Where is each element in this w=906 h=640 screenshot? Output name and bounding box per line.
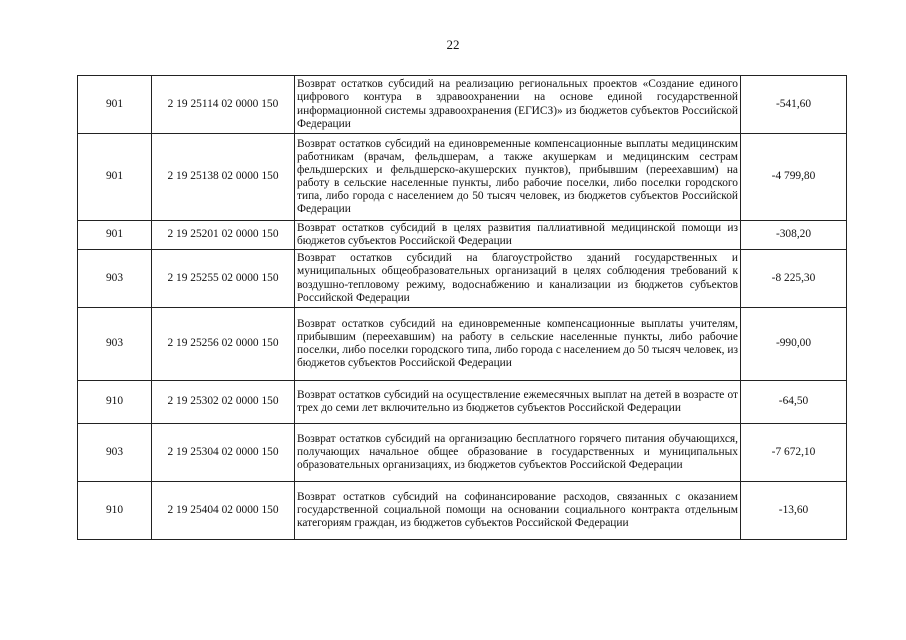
amount-cell: -8 225,30 (741, 250, 847, 308)
description-cell: Возврат остатков субсидий на организацию бесплатного горячего питания обучающихся, получающих начальное общее образование в государственных и муниципальных образовательных организациях, из бюджетов субъектов Российской Федерации (295, 424, 741, 482)
table-row (78, 134, 847, 221)
admin-code-cell: 901 (78, 76, 152, 134)
admin-code-cell: 910 (78, 381, 152, 424)
description-cell: Возврат остатков субсидий в целях развития паллиативной медицинской помощи из бюджетов субъектов Российской Федерации (295, 221, 741, 250)
budget-code-cell: 2 19 25114 02 0000 150 (152, 76, 295, 134)
budget-code-cell: 2 19 25256 02 0000 150 (152, 308, 295, 381)
budget-code-cell: 2 19 25302 02 0000 150 (152, 381, 295, 424)
amount-cell: -308,20 (741, 221, 847, 250)
amount-cell: -990,00 (741, 308, 847, 381)
table-row (78, 76, 847, 134)
table-row (78, 381, 847, 424)
amount-cell: -541,60 (741, 76, 847, 134)
admin-code-cell: 910 (78, 482, 152, 540)
budget-code-cell: 2 19 25404 02 0000 150 (152, 482, 295, 540)
budget-table (77, 75, 847, 540)
admin-code-cell: 903 (78, 250, 152, 308)
amount-cell: -4 799,80 (741, 134, 847, 221)
description-cell: Возврат остатков субсидий на софинансирование расходов, связанных с оказанием государственной социальной помощи на основании социального контракта отдельным категориям граждан, из бюджетов субъектов Российской Федерации (295, 482, 741, 540)
page-number: 22 (446, 37, 460, 52)
budget-code-cell: 2 19 25138 02 0000 150 (152, 134, 295, 221)
table-row (78, 250, 847, 308)
description-cell: Возврат остатков субсидий на единовременные компенсационные выплаты учителям, прибывшим (переехавшим) на работу в сельские населенные пункты, либо рабочие поселки, либо поселки городского типа, либо города с населением до 50 тысяч человек, из бюджетов субъектов Российской Федерации (295, 308, 741, 381)
budget-code-cell: 2 19 25201 02 0000 150 (152, 221, 295, 250)
budget-table-body (78, 76, 847, 540)
budget-code-cell: 2 19 25255 02 0000 150 (152, 250, 295, 308)
table-row (78, 424, 847, 482)
description-cell: Возврат остатков субсидий на реализацию региональных проектов «Создание единого цифрового контура в здравоохранении на основе единой государственной информационной системы здравоохранения (ЕГИСЗ)» из бюджетов субъектов Российской Федерации (295, 76, 741, 134)
amount-cell: -64,50 (741, 381, 847, 424)
amount-cell: -7 672,10 (741, 424, 847, 482)
admin-code-cell: 901 (78, 134, 152, 221)
table-row (78, 482, 847, 540)
description-cell: Возврат остатков субсидий на осуществление ежемесячных выплат на детей в возрасте от трех до семи лет включительно из бюджетов субъектов Российской Федерации (295, 381, 741, 424)
amount-cell: -13,60 (741, 482, 847, 540)
description-cell: Возврат остатков субсидий на единовременные компенсационные выплаты медицинским работникам (врачам, фельдшерам, а также акушеркам и медицинским сестрам фельдшерских и фельдшерско-акушерских пунктов), прибывшим (переехавшим) на работу в сельские населенные пункты, либо рабочие поселки, либо поселки городского типа, либо города с населением до 50 тысяч человек, из бюджетов субъектов Российской Федерации (295, 134, 741, 221)
description-cell: Возврат остатков субсидий на благоустройство зданий государственных и муниципальных общеобразовательных организаций в целях соблюдения требований к воздушно-тепловому режиму, водоснабжению и канализации из бюджетов субъектов Российской Федерации (295, 250, 741, 308)
admin-code-cell: 903 (78, 308, 152, 381)
admin-code-cell: 903 (78, 424, 152, 482)
budget-code-cell: 2 19 25304 02 0000 150 (152, 424, 295, 482)
admin-code-cell: 901 (78, 221, 152, 250)
table-row (78, 308, 847, 381)
table-row (78, 221, 847, 250)
